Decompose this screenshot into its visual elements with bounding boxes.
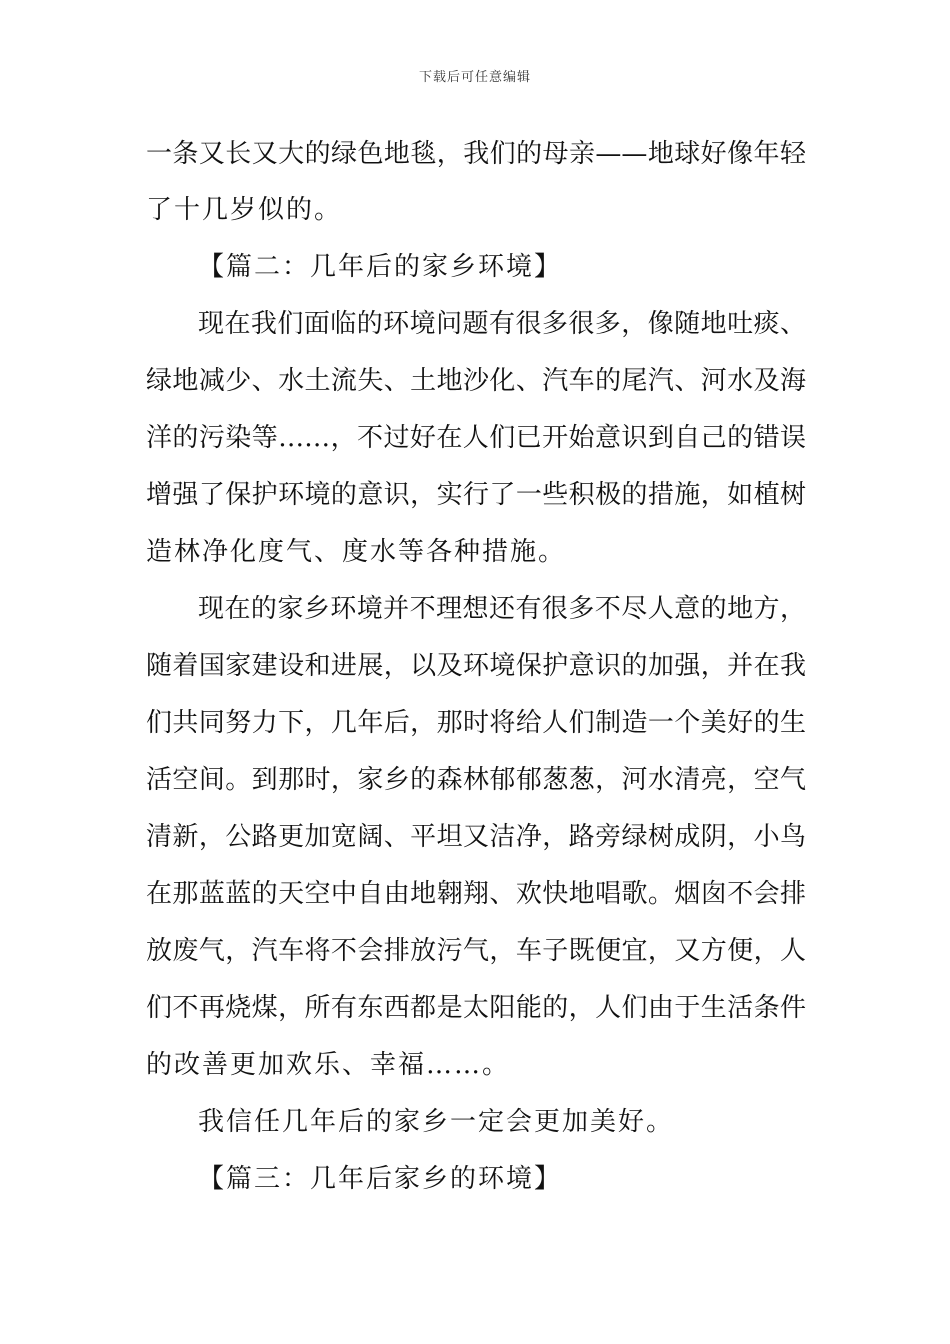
text-line: 我信任几年后的家乡一定会更加美好。 (198, 1107, 675, 1137)
section-heading: 【篇三：几年后家乡的环境】 (198, 1164, 563, 1194)
text-line: 的改善更加欢乐、幸福……。 (146, 1050, 511, 1080)
text-line: 们不再烧煤，所有东西都是太阳能的，人们由于生活条件 (146, 993, 806, 1023)
text-line: 活空间。到那时，家乡的森林郁郁葱葱，河水清亮，空气 (146, 765, 806, 795)
text-line: 造林净化度气、度水等各种措施。 (146, 537, 567, 567)
text-line: 放废气，汽车将不会排放污气，车子既便宜，又方便，人 (146, 936, 806, 966)
text-line: 一条又长又大的绿色地毯，我们的母亲——地球好像年轻 (146, 139, 806, 169)
text-line: 随着国家建设和进展，以及环境保护意识的加强，并在我 (146, 651, 806, 681)
section-heading: 【篇二：几年后的家乡环境】 (198, 252, 563, 282)
text-line: 现在我们面临的环境问题有很多很多，像随地吐痰、 (198, 309, 806, 339)
text-line: 现在的家乡环境并不理想还有很多不尽人意的地方， (198, 594, 806, 624)
page-header: 下载后可任意编辑 (418, 70, 531, 85)
text-line: 增强了保护环境的意识，实行了一些积极的措施，如植树 (146, 480, 806, 510)
text-line: 洋的污染等……，不过好在人们已开始意识到自己的错误 (146, 423, 806, 453)
text-line: 们共同努力下，几年后，那时将给人们制造一个美好的生 (146, 708, 806, 738)
text-line: 在那蓝蓝的天空中自由地翱翔、欢快地唱歌。烟囱不会排 (146, 879, 806, 909)
text-line: 了十几岁似的。 (146, 195, 343, 225)
text-line: 绿地减少、水土流失、土地沙化、汽车的尾汽、河水及海 (146, 366, 806, 396)
text-line: 清新，公路更加宽阔、平坦又洁净，路旁绿树成阴，小鸟 (146, 822, 806, 852)
